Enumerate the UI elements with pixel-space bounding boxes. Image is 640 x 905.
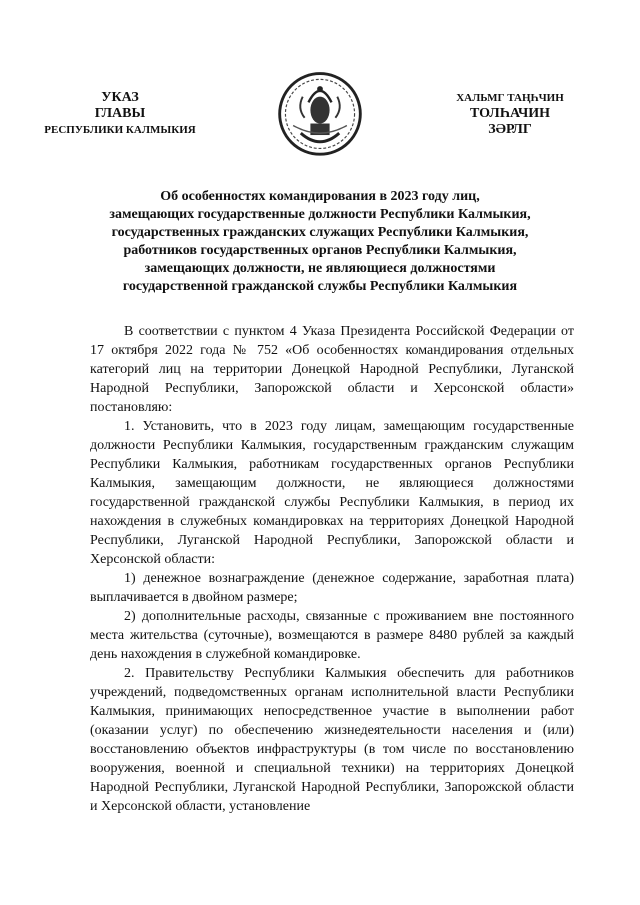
issuer-header-russian xyxy=(20,90,220,138)
clause-2-paragraph: 2. Правительству Республики Калмыкия обеспечить для работников учреждений, подведомственных органам исполнительной власти Республики Калмыкия, принимающих непосредственное участие в выполнении работ (оказании услуг) по обеспечению жизнедеятельности населения и (или) восстановлению объектов инфраструктуры (в том числе по восстановлению вооружения, военной и специальной техники) на территориях Донецкой Народной Республики, Луганской Народной Республики, Запорожской области и Херсонской области, установление xyxy=(90,666,574,814)
title-line: замещающих должности, не являющиеся должностями xyxy=(144,261,496,276)
title-line: государственной гражданской службы Республики Калмыкия xyxy=(122,279,518,294)
header-line-kalmyk-2: ТОЛҺАЧИН xyxy=(469,106,551,121)
header-line-glavy: ГЛАВЫ xyxy=(94,106,146,121)
header-line-kalmyk-3: ЗӘРЛГ xyxy=(488,122,532,137)
preamble-paragraph: В соответствии с пунктом 4 Указа Президента Российской Федерации от 17 октября 2022 года № 752 «Об особенностях командирования отдельных категорий лиц на территории Донецкой Народной Республики, Луганской Народной Республики, Запорожской области и Херсонской области» постановляю: xyxy=(90,324,574,415)
header-line-ukaz: УКАЗ xyxy=(101,90,139,105)
header-line-kalmyk-1: ХАЛЬМГ ТАҢҺЧИН xyxy=(456,92,564,104)
clause-1-item-2: 2) дополнительные расходы, связанные с проживанием вне постоянного места жительства (суточные), возмещаются в размере 8480 рублей за каждый день нахождения в служебной командировке. xyxy=(90,609,574,662)
issuer-header-kalmyk xyxy=(410,90,610,138)
clause-1-item-1: 1) денежное вознаграждение (денежное содержание, заработная плата) выплачивается в двойном размере; xyxy=(90,571,574,605)
title-line: работников государственных органов Республики Калмыкия, xyxy=(123,243,517,258)
clause-1-paragraph: 1. Установить, что в 2023 году лицам, замещающим государственные должности Республики Калмыкия, государственным гражданским служащим Республики Калмыкия, работникам государственных органов Республики Калмыкия, замещающим должности, не являющиеся должностями государственной гражданской службы Республики Калмыкия, в период их нахождения в служебных командировках на территориях Донецкой Народной Республики, Луганской Народной Республики, Запорожской области и Херсонской области: xyxy=(90,419,574,567)
header-line-republic: РЕСПУБЛИКИ КАЛМЫКИЯ xyxy=(44,124,196,136)
decree-title xyxy=(60,188,580,296)
title-line: государственных гражданских служащих Республики Калмыкия, xyxy=(111,225,529,240)
title-line: Об особенностях командирования в 2023 году лиц, xyxy=(160,189,480,204)
title-line: замещающих государственные должности Республики Калмыкия, xyxy=(109,207,531,222)
coat-of-arms-emblem xyxy=(272,64,368,160)
decree-body xyxy=(90,322,574,816)
